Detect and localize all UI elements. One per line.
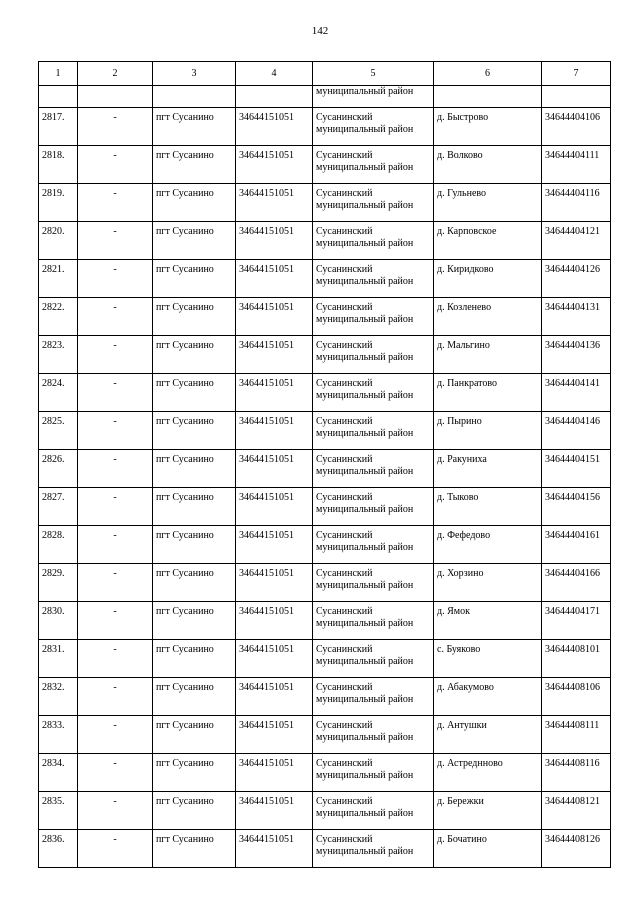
district-line: муниципальный район xyxy=(316,542,414,553)
locality-cell: д. Козленево xyxy=(434,298,542,336)
oktmo-cell: 34644404106 xyxy=(542,108,611,146)
locality-cell: д. Астреднново xyxy=(434,754,542,792)
table-row xyxy=(39,260,611,298)
table-cell xyxy=(39,86,78,108)
settlement-code-cell: 34644151051 xyxy=(236,526,313,564)
district-cell xyxy=(313,260,434,298)
column2-cell: - xyxy=(78,716,153,754)
locality-cell: д. Панкратово xyxy=(434,374,542,412)
locality-cell: д. Абакумово xyxy=(434,678,542,716)
district-line: Сусанинский xyxy=(316,606,373,617)
settlement-cell: пгт Сусанино xyxy=(153,222,236,260)
column2-cell: - xyxy=(78,374,153,412)
locality-cell: д. Быстрово xyxy=(434,108,542,146)
locality-cell: д. Ямок xyxy=(434,602,542,640)
row-number-cell: 2826. xyxy=(39,450,78,488)
settlement-code-cell: 34644151051 xyxy=(236,640,313,678)
district-cell xyxy=(313,412,434,450)
district-line: Сусанинский xyxy=(316,834,373,845)
oktmo-cell: 34644404161 xyxy=(542,526,611,564)
table-row xyxy=(39,526,611,564)
settlement-cell: пгт Сусанино xyxy=(153,640,236,678)
district-cell xyxy=(313,108,434,146)
table-row xyxy=(39,108,611,146)
column2-cell: - xyxy=(78,450,153,488)
row-number-cell: 2829. xyxy=(39,564,78,602)
settlement-cell: пгт Сусанино xyxy=(153,754,236,792)
settlement-cell: пгт Сусанино xyxy=(153,488,236,526)
district-line: Сусанинский xyxy=(316,796,373,807)
locality-cell: д. Гульнево xyxy=(434,184,542,222)
settlement-cell: пгт Сусанино xyxy=(153,792,236,830)
settlement-code-cell: 34644151051 xyxy=(236,412,313,450)
settlement-cell: пгт Сусанино xyxy=(153,678,236,716)
district-cell xyxy=(313,830,434,868)
oktmo-cell: 34644404156 xyxy=(542,488,611,526)
locality-cell: д. Ракуниха xyxy=(434,450,542,488)
locality-cell: д. Волково xyxy=(434,146,542,184)
district-line: муниципальный район xyxy=(316,276,414,287)
settlement-code-cell: 34644151051 xyxy=(236,830,313,868)
table-row xyxy=(39,184,611,222)
oktmo-cell: 34644404151 xyxy=(542,450,611,488)
column2-cell: - xyxy=(78,336,153,374)
district-line: муниципальный район xyxy=(316,770,414,781)
table-row xyxy=(39,564,611,602)
oktmo-cell: 34644408121 xyxy=(542,792,611,830)
settlement-cell: пгт Сусанино xyxy=(153,298,236,336)
column2-cell: - xyxy=(78,260,153,298)
locality-cell: д. Мальгино xyxy=(434,336,542,374)
row-number-cell: 2819. xyxy=(39,184,78,222)
locality-cell: д. Антушки xyxy=(434,716,542,754)
district-cell xyxy=(313,374,434,412)
settlement-cell: пгт Сусанино xyxy=(153,146,236,184)
table-row xyxy=(39,754,611,792)
settlement-cell: пгт Сусанино xyxy=(153,450,236,488)
district-line: муниципальный район xyxy=(316,200,414,211)
settlement-code-cell: 34644151051 xyxy=(236,564,313,602)
district-line: муниципальный район xyxy=(316,504,414,515)
column-header: 2 xyxy=(78,62,153,86)
table-row xyxy=(39,830,611,868)
district-line: муниципальный район xyxy=(316,580,414,591)
district-cell xyxy=(313,336,434,374)
settlement-cell: пгт Сусанино xyxy=(153,830,236,868)
row-number-cell: 2825. xyxy=(39,412,78,450)
district-line: Сусанинский xyxy=(316,302,373,313)
settlement-cell: пгт Сусанино xyxy=(153,184,236,222)
settlement-cell: пгт Сусанино xyxy=(153,374,236,412)
settlement-code-cell: 34644151051 xyxy=(236,260,313,298)
district-line: Сусанинский xyxy=(316,150,373,161)
district-cell xyxy=(313,602,434,640)
table-row xyxy=(39,716,611,754)
column2-cell: - xyxy=(78,602,153,640)
table-cell xyxy=(236,86,313,108)
settlement-code-cell: 34644151051 xyxy=(236,374,313,412)
table-cell xyxy=(434,86,542,108)
oktmo-cell: 34644404141 xyxy=(542,374,611,412)
locality-cell: д. Киридково xyxy=(434,260,542,298)
row-number-cell: 2828. xyxy=(39,526,78,564)
district-line: муниципальный район xyxy=(316,618,414,629)
oktmo-cell: 34644404116 xyxy=(542,184,611,222)
settlement-code-cell: 34644151051 xyxy=(236,450,313,488)
table-row xyxy=(39,222,611,260)
settlement-code-cell: 34644151051 xyxy=(236,678,313,716)
row-number-cell: 2830. xyxy=(39,602,78,640)
column-header: 1 xyxy=(39,62,78,86)
row-number-cell: 2827. xyxy=(39,488,78,526)
district-line: Сусанинский xyxy=(316,682,373,693)
oktmo-cell: 34644408126 xyxy=(542,830,611,868)
row-number-cell: 2823. xyxy=(39,336,78,374)
column2-cell: - xyxy=(78,754,153,792)
oktmo-cell: 34644404171 xyxy=(542,602,611,640)
locality-cell: д. Карповское xyxy=(434,222,542,260)
row-number-cell: 2817. xyxy=(39,108,78,146)
district-line: Сусанинский xyxy=(316,720,373,731)
table-row xyxy=(39,602,611,640)
oktmo-cell: 34644408101 xyxy=(542,640,611,678)
oktmo-cell: 34644404121 xyxy=(542,222,611,260)
table-row xyxy=(39,298,611,336)
district-cell xyxy=(313,564,434,602)
district-cell xyxy=(313,184,434,222)
settlement-code-cell: 34644151051 xyxy=(236,602,313,640)
table-row xyxy=(39,640,611,678)
column2-cell: - xyxy=(78,146,153,184)
oktmo-cell: 34644408111 xyxy=(542,716,611,754)
settlement-code-cell: 34644151051 xyxy=(236,488,313,526)
locality-cell: д. Хорзино xyxy=(434,564,542,602)
table-row xyxy=(39,336,611,374)
settlements-table xyxy=(38,61,611,868)
column-header: 3 xyxy=(153,62,236,86)
header-row xyxy=(39,62,611,86)
column2-cell: - xyxy=(78,564,153,602)
settlement-code-cell: 34644151051 xyxy=(236,146,313,184)
row-number-cell: 2835. xyxy=(39,792,78,830)
column-header: 6 xyxy=(434,62,542,86)
table-row xyxy=(39,678,611,716)
settlement-code-cell: 34644151051 xyxy=(236,222,313,260)
column2-cell: - xyxy=(78,830,153,868)
settlement-cell: пгт Сусанино xyxy=(153,564,236,602)
oktmo-cell: 34644404166 xyxy=(542,564,611,602)
district-line: муниципальный район xyxy=(316,428,414,439)
district-line: Сусанинский xyxy=(316,378,373,389)
district-line: муниципальный район xyxy=(316,694,414,705)
district-line: Сусанинский xyxy=(316,264,373,275)
oktmo-cell: 34644404111 xyxy=(542,146,611,184)
table-cell xyxy=(153,86,236,108)
settlement-code-cell: 34644151051 xyxy=(236,336,313,374)
column2-cell: - xyxy=(78,488,153,526)
district-line: Сусанинский xyxy=(316,340,373,351)
oktmo-cell: 34644408116 xyxy=(542,754,611,792)
column-header: 4 xyxy=(236,62,313,86)
settlement-cell: пгт Сусанино xyxy=(153,602,236,640)
continuation-row xyxy=(39,86,611,108)
settlement-code-cell: 34644151051 xyxy=(236,716,313,754)
column2-cell: - xyxy=(78,184,153,222)
column-header: 7 xyxy=(542,62,611,86)
settlement-cell: пгт Сусанино xyxy=(153,412,236,450)
district-cell xyxy=(313,222,434,260)
table-row xyxy=(39,374,611,412)
oktmo-cell: 34644404131 xyxy=(542,298,611,336)
settlement-code-cell: 34644151051 xyxy=(236,108,313,146)
district-line: Сусанинский xyxy=(316,226,373,237)
column2-cell: - xyxy=(78,792,153,830)
district-line: муниципальный район xyxy=(316,162,414,173)
row-number-cell: 2821. xyxy=(39,260,78,298)
settlement-code-cell: 34644151051 xyxy=(236,298,313,336)
table-row xyxy=(39,488,611,526)
district-line: Сусанинский xyxy=(316,530,373,541)
district-line: муниципальный район xyxy=(316,314,414,325)
row-number-cell: 2832. xyxy=(39,678,78,716)
column-header: 5 xyxy=(313,62,434,86)
settlement-cell: пгт Сусанино xyxy=(153,336,236,374)
district-line: муниципальный район xyxy=(316,656,414,667)
oktmo-cell: 34644404136 xyxy=(542,336,611,374)
district-cell xyxy=(313,298,434,336)
district-line: Сусанинский xyxy=(316,454,373,465)
locality-cell: д. Тыково xyxy=(434,488,542,526)
district-line: Сусанинский xyxy=(316,758,373,769)
column2-cell: - xyxy=(78,298,153,336)
district-line: Сусанинский xyxy=(316,188,373,199)
oktmo-cell: 34644408106 xyxy=(542,678,611,716)
column2-cell: - xyxy=(78,108,153,146)
column2-cell: - xyxy=(78,222,153,260)
page-number: 142 xyxy=(311,25,329,37)
column2-cell: - xyxy=(78,526,153,564)
settlement-cell: пгт Сусанино xyxy=(153,260,236,298)
district-line: муниципальный район xyxy=(316,390,414,401)
locality-cell: с. Буяково xyxy=(434,640,542,678)
settlement-code-cell: 34644151051 xyxy=(236,184,313,222)
oktmo-cell: 34644404126 xyxy=(542,260,611,298)
column2-cell: - xyxy=(78,640,153,678)
column2-cell: - xyxy=(78,678,153,716)
row-number-cell: 2836. xyxy=(39,830,78,868)
district-cell xyxy=(313,488,434,526)
table-row xyxy=(39,412,611,450)
row-number-cell: 2833. xyxy=(39,716,78,754)
locality-cell: д. Пырино xyxy=(434,412,542,450)
district-line: муниципальный район xyxy=(316,808,414,819)
table-row xyxy=(39,450,611,488)
locality-cell: д. Бочатино xyxy=(434,830,542,868)
district-line: Сусанинский xyxy=(316,416,373,427)
district-cell xyxy=(313,792,434,830)
district-line: муниципальный район xyxy=(316,466,414,477)
district-line: муниципальный район xyxy=(316,352,414,363)
locality-cell: д. Фефедово xyxy=(434,526,542,564)
district-line: муниципальный район xyxy=(316,732,414,743)
district-line: Сусанинский xyxy=(316,492,373,503)
district-cell xyxy=(313,754,434,792)
row-number-cell: 2822. xyxy=(39,298,78,336)
table-row xyxy=(39,792,611,830)
district-cell xyxy=(313,146,434,184)
settlement-cell: пгт Сусанино xyxy=(153,108,236,146)
district-line: муниципальный район xyxy=(316,238,414,249)
settlement-cell: пгт Сусанино xyxy=(153,526,236,564)
district-line: муниципальный район xyxy=(316,124,414,135)
district-cell: муниципальный район xyxy=(313,86,434,108)
district-line: Сусанинский xyxy=(316,568,373,579)
district-line: муниципальный район xyxy=(316,846,414,857)
district-cell xyxy=(313,716,434,754)
settlement-code-cell: 34644151051 xyxy=(236,754,313,792)
column2-cell: - xyxy=(78,412,153,450)
row-number-cell: 2824. xyxy=(39,374,78,412)
table-cell xyxy=(542,86,611,108)
table-row xyxy=(39,146,611,184)
locality-cell: д. Бережки xyxy=(434,792,542,830)
settlement-cell: пгт Сусанино xyxy=(153,716,236,754)
row-number-cell: 2831. xyxy=(39,640,78,678)
district-cell xyxy=(313,678,434,716)
district-line: Сусанинский xyxy=(316,112,373,123)
row-number-cell: 2834. xyxy=(39,754,78,792)
table-cell xyxy=(78,86,153,108)
district-cell xyxy=(313,450,434,488)
row-number-cell: 2820. xyxy=(39,222,78,260)
row-number-cell: 2818. xyxy=(39,146,78,184)
district-cell xyxy=(313,640,434,678)
settlement-code-cell: 34644151051 xyxy=(236,792,313,830)
oktmo-cell: 34644404146 xyxy=(542,412,611,450)
district-line: Сусанинский xyxy=(316,644,373,655)
district-cell xyxy=(313,526,434,564)
